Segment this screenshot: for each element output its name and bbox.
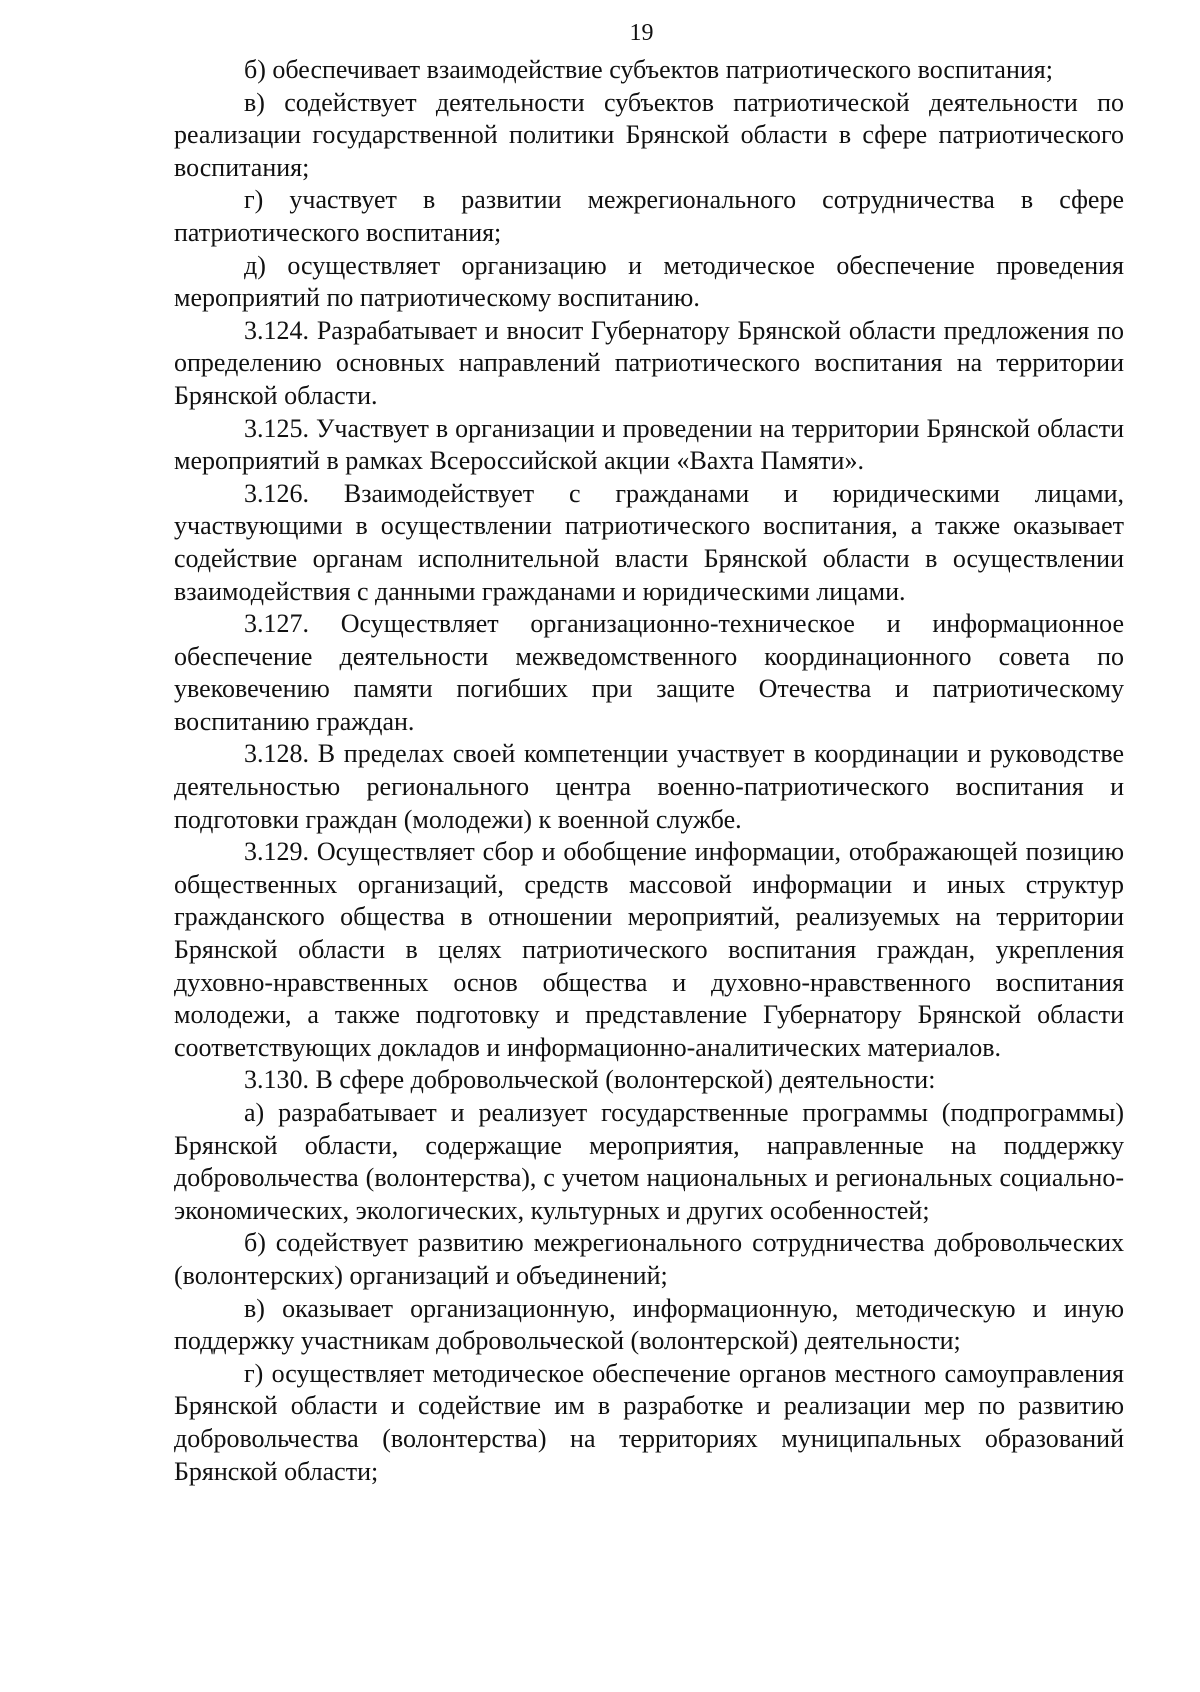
paragraph-item-v: в) содействует деятельности субъектов патриотической деятельности по реализации государственной политики Брянской области в сфере патриотического воспитания;: [174, 87, 1124, 182]
document-body: [174, 54, 1124, 1488]
page-number: 19: [629, 20, 654, 46]
paragraph-item-b: б) обеспечивает взаимодействие субъектов патриотического воспитания;: [244, 55, 1053, 84]
paragraph-3-130: 3.130. В сфере добровольческой (волонтерской) деятельности:: [244, 1065, 936, 1095]
paragraph-item-g: г) участвует в развитии межрегионального сотрудничества в сфере патриотического воспитания;: [174, 185, 1124, 247]
paragraph-3-125: 3.125. Участвует в организации и проведении на территории Брянской области мероприятий в рамках Всероссийской акции «Вахта Памяти».: [174, 413, 1124, 476]
subitem-g: г) осуществляет методическое обеспечение органов местного самоуправления Брянской области и содействие им в разработке и реализации мер по развитию добровольчества (волонтерства) на территориях муниципальных образований Брянской области;: [174, 1358, 1124, 1486]
paragraph-3-126: 3.126. Взаимодействует с гражданами и юридическими лицами, участвующими в осуществлении патриотического воспитания, а также оказывает содействие органам исполнительной власти Брянской области в осуществлении взаимодействия с данными гражданами и юридическими лицами.: [174, 478, 1124, 606]
subitem-b: б) содействует развитию межрегионального сотрудничества добровольческих (волонтерских) организаций и объединений;: [174, 1228, 1124, 1290]
paragraph-3-127: 3.127. Осуществляет организационно-техническое и информационное обеспечение деятельности межведомственного координационного совета по увековечению памяти погибших при защите Отечества и патриотическому воспитанию граждан.: [174, 609, 1124, 736]
paragraph-item-d: д) осуществляет организацию и методическое обеспечение проведения мероприятий по патриотическому воспитанию.: [174, 250, 1124, 313]
subitem-v: в) оказывает организационную, информационную, методическую и иную поддержку участникам добровольческой (волонтерской) деятельности;: [174, 1293, 1124, 1356]
paragraph-3-124: 3.124. Разрабатывает и вносит Губернатору Брянской области предложения по определению основных направлений патриотического воспитания на территории Брянской области.: [174, 315, 1124, 410]
paragraph-3-129: 3.129. Осуществляет сбор и обобщение информации, отображающей позицию общественных организаций, средств массовой информации и иных структур гражданского общества в отношении мероприятий, реализуемых на территории Брянской области в целях патриотического воспитания граждан, укрепления духовно-нравственных основ общества и духовно-нравственного воспитания молодежи, а также подготовку и представление Губернатору Брянской области соответствующих докладов и информационно-аналитических материалов.: [174, 837, 1124, 1062]
paragraph-3-128: 3.128. В пределах своей компетенции участвует в координации и руководстве деятельностью регионального центра военно-патриотического воспитания и подготовки граждан (молодежи) к военной службе.: [174, 739, 1124, 834]
subitem-a: а) разрабатывает и реализует государственные программы (подпрограммы) Брянской области, содержащие мероприятия, направленные на поддержку добровольчества (волонтерства), с учетом национальных и региональных социально-экономических, экологических, культурных и других особенностей;: [174, 1098, 1124, 1225]
